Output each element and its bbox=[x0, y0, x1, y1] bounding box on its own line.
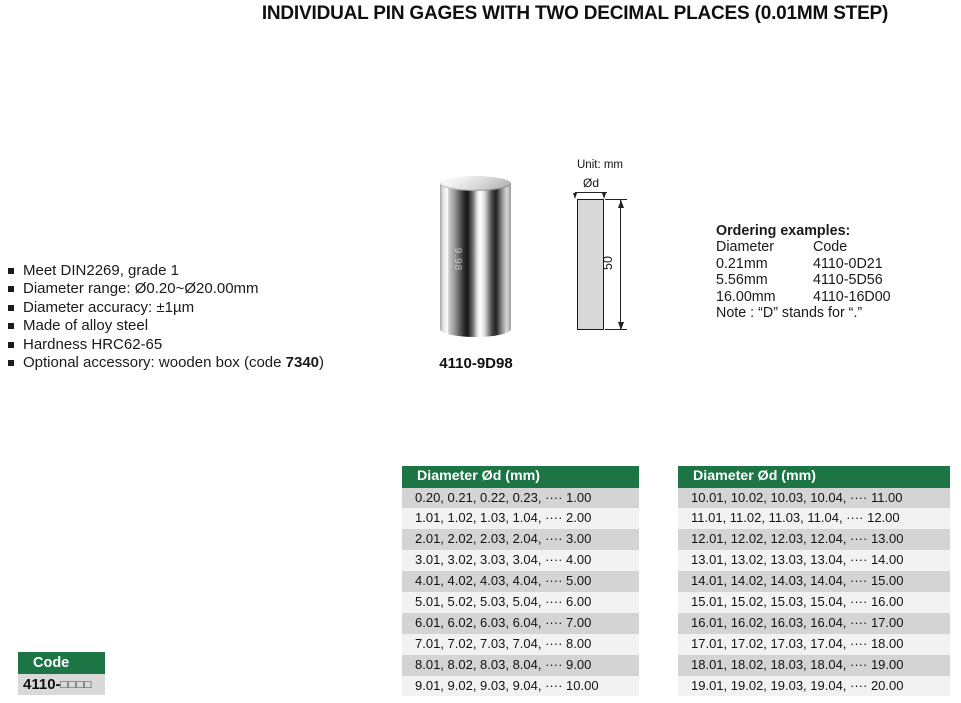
feature-item bbox=[8, 262, 368, 280]
table-row: 5.01, 5.02, 5.03, 5.04, ···· 6.00 bbox=[402, 592, 639, 613]
table-row: 3.01, 3.02, 3.03, 3.04, ···· 4.00 bbox=[402, 550, 639, 571]
code-placeholder-squares: □□□□ bbox=[60, 679, 93, 691]
table-row: 14.01, 14.02, 14.03, 14.04, ···· 15.00 bbox=[678, 571, 950, 592]
bullet-square-icon bbox=[8, 305, 14, 311]
ordering-column-headers bbox=[716, 239, 926, 255]
unit-label: Unit: mm bbox=[577, 159, 623, 171]
table-header: Diameter Ød (mm) bbox=[402, 466, 639, 488]
ordering-row bbox=[716, 289, 926, 305]
ordering-code: 4110-0D21 bbox=[813, 255, 883, 272]
pin-engraving-text: 9.98 bbox=[452, 247, 464, 272]
pin-top-face bbox=[440, 176, 511, 191]
length-dimension-label: 50 bbox=[600, 256, 615, 270]
ordering-diameter: 0.21mm bbox=[716, 255, 768, 272]
pin-gage-photo bbox=[440, 176, 511, 344]
feature-text-part: Optional accessory: wooden box (code bbox=[23, 353, 286, 371]
table-row: 15.01, 15.02, 15.03, 15.04, ···· 16.00 bbox=[678, 592, 950, 613]
code-box-value bbox=[18, 674, 105, 695]
feature-text: Diameter accuracy: ±1µm bbox=[23, 298, 195, 316]
feature-item bbox=[8, 336, 368, 354]
table-row: 6.01, 6.02, 6.03, 6.04, ···· 7.00 bbox=[402, 613, 639, 634]
table-row: 10.01, 10.02, 10.03, 10.04, ···· 11.00 bbox=[678, 488, 950, 509]
length-dimension-line bbox=[620, 200, 621, 330]
bullet-square-icon bbox=[8, 268, 14, 274]
ordering-note: Note : “D” stands for “.” bbox=[716, 305, 863, 322]
feature-text: Diameter range: Ø0.20~Ø20.00mm bbox=[23, 280, 259, 298]
dimension-arrow-icon bbox=[618, 322, 624, 330]
pin-outline-drawing bbox=[577, 199, 604, 330]
bullet-square-icon bbox=[8, 286, 14, 292]
bullet-square-icon bbox=[8, 360, 14, 366]
ordering-code: 4110-16D00 bbox=[813, 288, 891, 305]
feature-item bbox=[8, 354, 368, 372]
ordering-code: 4110-5D56 bbox=[813, 272, 883, 289]
table-row: 19.01, 19.02, 19.03, 19.04, ···· 20.00 bbox=[678, 676, 950, 697]
table-row: 13.01, 13.02, 13.03, 13.04, ···· 14.00 bbox=[678, 550, 950, 571]
table-row: 7.01, 7.02, 7.03, 7.04, ···· 8.00 bbox=[402, 634, 639, 655]
diameter-table-left bbox=[402, 466, 639, 696]
table-row: 18.01, 18.02, 18.03, 18.04, ···· 19.00 bbox=[678, 655, 950, 676]
bullet-square-icon bbox=[8, 342, 14, 348]
ordering-row bbox=[716, 272, 926, 288]
ordering-col-code: Code bbox=[813, 239, 848, 256]
table-row: 17.01, 17.02, 17.03, 17.04, ···· 18.00 bbox=[678, 634, 950, 655]
table-row: 8.01, 8.02, 8.03, 8.04, ···· 9.00 bbox=[402, 655, 639, 676]
ordering-col-diameter: Diameter bbox=[716, 239, 774, 256]
table-header: Diameter Ød (mm) bbox=[678, 466, 950, 488]
ordering-row bbox=[716, 256, 926, 272]
diameter-dimension-label: Ød bbox=[582, 176, 599, 190]
page-title: INDIVIDUAL PIN GAGES WITH TWO DECIMAL PLACES (0.01MM STEP) bbox=[261, 3, 889, 24]
code-box-header: Code bbox=[18, 652, 105, 674]
table-row: 16.01, 16.02, 16.03, 16.04, ···· 17.00 bbox=[678, 613, 950, 634]
ordering-examples bbox=[716, 223, 926, 321]
ordering-diameter: 5.56mm bbox=[716, 272, 768, 289]
code-prefix: 4110- bbox=[23, 676, 61, 693]
feature-text-bold: 7340 bbox=[285, 353, 320, 371]
feature-item bbox=[8, 317, 368, 335]
code-box bbox=[18, 652, 105, 695]
bullet-square-icon bbox=[8, 323, 14, 329]
feature-item bbox=[8, 299, 368, 317]
feature-item bbox=[8, 280, 368, 298]
table-row: 11.01, 11.02, 11.03, 11.04, ···· 12.00 bbox=[678, 508, 950, 529]
ordering-heading: Ordering examples: bbox=[716, 223, 851, 239]
feature-text bbox=[23, 354, 324, 372]
table-row: 1.01, 1.02, 1.03, 1.04, ···· 2.00 bbox=[402, 508, 639, 529]
ordering-diameter: 16.00mm bbox=[716, 288, 776, 305]
table-body bbox=[678, 488, 950, 697]
table-row: 2.01, 2.02, 2.03, 2.04, ···· 3.00 bbox=[402, 529, 639, 550]
feature-text: Meet DIN2269, grade 1 bbox=[23, 262, 179, 279]
table-row: 4.01, 4.02, 4.03, 4.04, ···· 5.00 bbox=[402, 571, 639, 592]
table-row: 0.20, 0.21, 0.22, 0.23, ···· 1.00 bbox=[402, 488, 639, 509]
product-code-label: 4110-9D98 bbox=[439, 355, 513, 372]
table-row: 9.01, 9.02, 9.03, 9.04, ···· 10.00 bbox=[402, 676, 639, 697]
feature-text: Made of alloy steel bbox=[23, 317, 149, 335]
feature-list bbox=[8, 262, 368, 372]
table-row: 12.01, 12.02, 12.03, 12.04, ···· 13.00 bbox=[678, 529, 950, 550]
table-body bbox=[402, 488, 639, 697]
diameter-table-right bbox=[678, 466, 950, 696]
dimension-arrow-icon bbox=[618, 200, 624, 208]
feature-text-part: ) bbox=[319, 353, 325, 371]
pin-cylinder bbox=[440, 183, 511, 337]
feature-text: Hardness HRC62-65 bbox=[23, 335, 163, 353]
